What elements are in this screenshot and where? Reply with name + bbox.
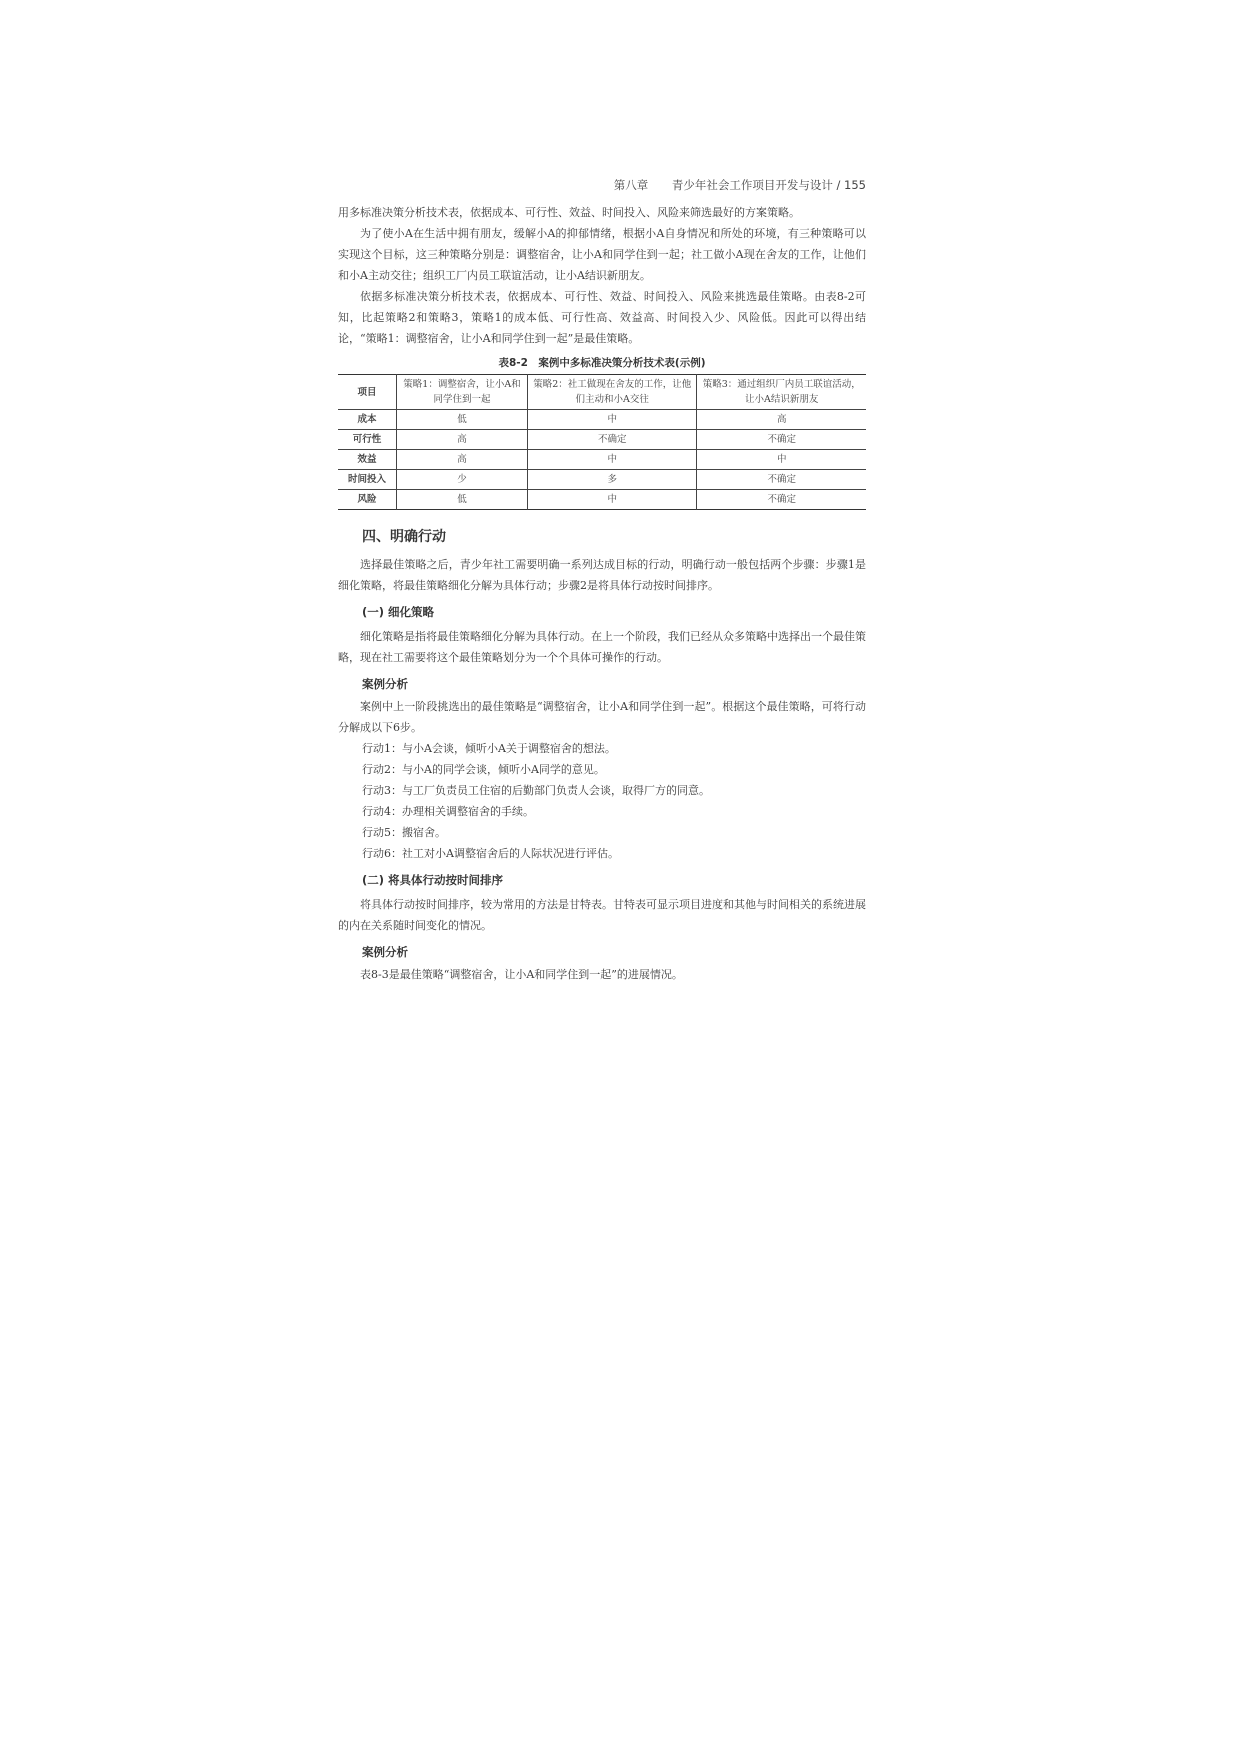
case-heading: 案例分析 [362, 677, 408, 691]
running-header [338, 176, 866, 194]
action-item: 行动5：搬宿舍。 [362, 826, 446, 839]
paragraph: 为了使小A在生活中拥有朋友，缓解小A的抑郁情绪，根据小A自身情况和所处的环境，有三种策略可以实现这个目标，这三种策略分别是：调整宿舍，让小A和同学住到一起；社工做小A现在舍友的工作，让他们和小A主动交往；组织工厂内员工联谊活动，让小A结识新朋友。 [338, 227, 866, 282]
table-cell: 可行性 [338, 430, 397, 450]
table-cell: 不确定 [527, 430, 697, 450]
action-item: 行动4：办理相关调整宿舍的手续。 [362, 805, 534, 818]
table-cell: 高 [397, 430, 528, 450]
table-cell: 中 [527, 450, 697, 470]
table-cell: 不确定 [697, 470, 866, 490]
section-heading: 四、明确行动 [362, 529, 446, 545]
table-row [338, 410, 866, 430]
table-cell: 不确定 [697, 490, 866, 510]
page-number: 155 [844, 178, 866, 192]
case-heading: 案例分析 [362, 945, 408, 959]
table-cell: 中 [527, 410, 697, 430]
chapter-label: 第八章 [613, 178, 649, 192]
paragraph: 表8-3是最佳策略“调整宿舍，让小A和同学住到一起”的进展情况。 [360, 968, 683, 981]
table-cell: 低 [397, 490, 528, 510]
book-page [338, 176, 866, 985]
header-slash: / [836, 178, 841, 192]
table-header-cell: 策略1：调整宿舍，让小A和同学住到一起 [397, 375, 528, 410]
table-cell: 不确定 [697, 430, 866, 450]
table-row [338, 470, 866, 490]
table-cell: 中 [697, 450, 866, 470]
paragraph: 选择最佳策略之后，青少年社工需要明确一系列达成目标的行动，明确行动一般包括两个步骤：步骤1是细化策略，将最佳策略细化分解为具体行动；步骤2是将具体行动按时间排序。 [338, 558, 866, 592]
table-cell: 成本 [338, 410, 397, 430]
table-cell: 高 [397, 450, 528, 470]
table-cell: 多 [527, 470, 697, 490]
table-cell: 少 [397, 470, 528, 490]
table-row [338, 430, 866, 450]
action-item: 行动6：社工对小A调整宿舍后的人际状况进行评估。 [362, 847, 619, 860]
table-caption: 表8-2 案例中多标准决策分析技术表(示例) [498, 357, 706, 369]
paragraph: 案例中上一阶段挑选出的最佳策略是“调整宿舍，让小A和同学住到一起”。根据这个最佳策略，可将行动分解成以下6步。 [338, 700, 866, 734]
table-row [338, 490, 866, 510]
paragraph: 细化策略是指将最佳策略细化分解为具体行动。在上一个阶段，我们已经从众多策略中选择出一个最佳策略，现在社工需要将这个最佳策略划分为一个个具体可操作的行动。 [338, 630, 866, 664]
strategy-table [338, 374, 866, 510]
action-item: 行动3：与工厂负责员工住宿的后勤部门负责人会谈，取得厂方的同意。 [362, 784, 710, 797]
table-cell: 效益 [338, 450, 397, 470]
subsection-heading: (一) 细化策略 [362, 605, 435, 619]
table-cell: 低 [397, 410, 528, 430]
table-cell: 中 [527, 490, 697, 510]
action-item: 行动2：与小A的同学会谈，倾听小A同学的意见。 [362, 763, 605, 776]
paragraph: 依据多标准决策分析技术表，依据成本、可行性、效益、时间投入、风险来挑选最佳策略。由表8-2可知，比起策略2和策略3，策略1的成本低、可行性高、效益高、时间投入少、风险低。因此可以得出结论，“策略1：调整宿舍，让小A和同学住到一起”是最佳策略。 [338, 290, 866, 345]
table-cell: 时间投入 [338, 470, 397, 490]
table-header-cell: 项目 [338, 375, 397, 410]
chapter-title: 青少年社会工作项目开发与设计 [671, 178, 833, 192]
table-header-row [338, 375, 866, 410]
paragraph: 将具体行动按时间排序，较为常用的方法是甘特表。甘特表可显示项目进度和其他与时间相关的系统进展的内在关系随时间变化的情况。 [338, 898, 866, 932]
action-item: 行动1：与小A会谈，倾听小A关于调整宿舍的想法。 [362, 742, 616, 755]
table-cell: 风险 [338, 490, 397, 510]
table-header-cell: 策略2：社工做现在舍友的工作，让他们主动和小A交往 [527, 375, 697, 410]
paragraph: 用多标准决策分析技术表，依据成本、可行性、效益、时间投入、风险来筛选最好的方案策略。 [338, 206, 800, 219]
table-row [338, 450, 866, 470]
subsection-heading: (二) 将具体行动按时间排序 [362, 873, 504, 887]
table-cell: 高 [697, 410, 866, 430]
table-header-cell: 策略3：通过组织厂内员工联谊活动，让小A结识新朋友 [697, 375, 866, 410]
